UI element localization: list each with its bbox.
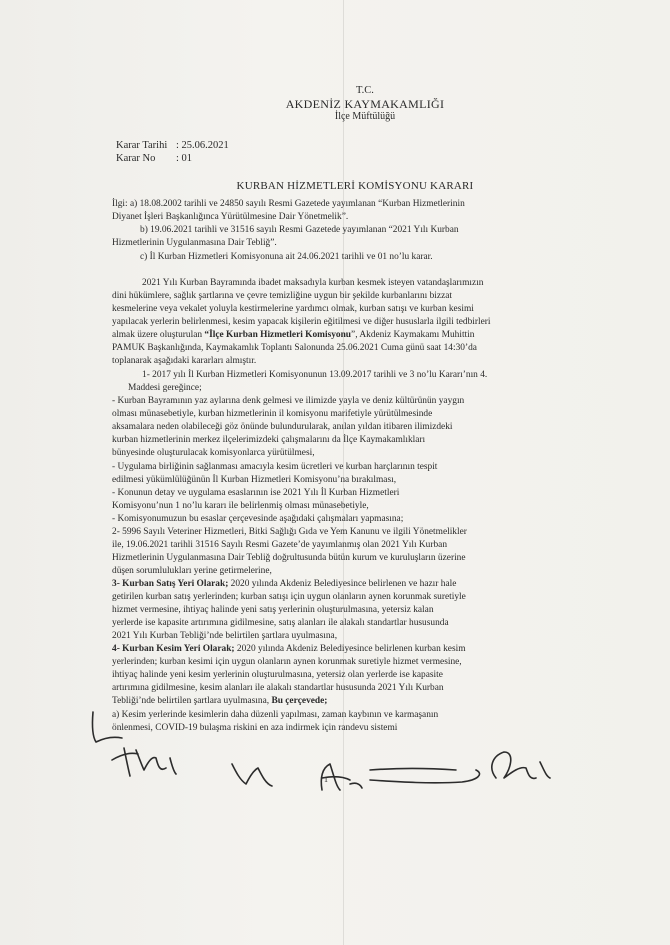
- body-line: 2021 Yılı Kurban Bayramında ibadet maksadıyla kurban kesmek isteyen vatandaşlarımızın: [142, 278, 484, 288]
- body-line: Komisyonu’nun 1 no’lu kararı ile belirlenmiş olması münasebetiyle,: [112, 501, 369, 511]
- body-line: Hizmetlerinin Uygulanmasına Dair Tebliğ doğrultusunda bütün kurum ve kuruluşların üzerine: [112, 553, 466, 563]
- body-line: hizmet vermesine, ihtiyaç halinde yeni satış yerlerinin oluşturulmasına, yetersiz kalan: [112, 605, 434, 615]
- signature-4: [321, 764, 362, 790]
- body-line: almak üzere oluşturulan “İlçe Kurban Hizmetleri Komisyonu”, Akdeniz Kaymakamı Muhittin: [112, 330, 475, 340]
- body-line: 1- 2017 yılı İl Kurban Hizmetleri Komisyonunun 13.09.2017 tarihli ve 3 no’lu Kararı’nın 4.: [142, 370, 488, 380]
- body-line: artırımına gidilmesine, kesim alanları ile alakalı standartlar hususunda 2021 Yılı Kurban: [112, 683, 444, 693]
- body-line: Hizmetlerinin Uygulanmasına Dair Tebliğ”.: [112, 238, 277, 248]
- body-line: İlgi: a) 18.08.2002 tarihli ve 24850 sayılı Resmi Gazetede yayımlanan “Kurban Hizmetlerinin: [112, 199, 465, 209]
- signature-1: [92, 712, 122, 742]
- decision-number-label: Karar No: [116, 153, 156, 164]
- decision-date-value: : 25.06.2021: [176, 140, 229, 151]
- body-line: - Komisyonumuzun bu esaslar çerçevesinde aşağıdaki çalışmaları yapmasına;: [112, 514, 404, 524]
- body-line: edilmesi yükümlülüğünün İl Kurban Hizmetleri Komisyonu’na bırakılması,: [112, 475, 397, 485]
- body-line: - Konunun detay ve uygulama esaslarının ise 2021 Yılı İl Kurban Hizmetleri: [112, 488, 400, 498]
- body-line-part: 2020 yılında Akdeniz Belediyesince belirlenen kurban kesim: [234, 644, 466, 654]
- decision-number-value: : 01: [176, 153, 193, 164]
- section-heading-slaughter: 4- Kurban Kesim Yeri Olarak;: [112, 644, 235, 654]
- body-line: - Kurban Bayramının yaz aylarına denk gelmesi ve ilimizde yayla ve deniz kültürünün yaygın: [112, 396, 465, 406]
- header-institution: AKDENİZ KAYMAKAMLIĞI: [285, 97, 445, 111]
- header-department: İlçe Müftülüğü: [334, 111, 396, 122]
- page-number: 1: [324, 775, 328, 784]
- body-line: olması münasebetiyle, kurban hizmetlerinin il komisyonu marifetiyle yürütülmesinde: [112, 409, 433, 419]
- body-line: getirilen kurban satış yerlerinden; kurban satışı için uygun olanların aynen korunmak suretiyle: [112, 592, 466, 602]
- body-line: a) Kesim yerlerinde kesimlerin daha düzenli yapılması, zaman kaybının ve karmaşanın: [112, 710, 439, 720]
- body-line: önlenmesi, COVID-19 bulaşma riskini en aza indirmek için randevu sistemi: [112, 723, 398, 733]
- body-line: - Uygulama birliğinin sağlanması amacıyla kesim ücretleri ve kurban harçlarının tespit: [112, 462, 438, 472]
- body-line: b) 19.06.2021 tarihli ve 31516 sayılı Resmi Gazetede yayımlanan “2021 Yılı Kurban: [140, 225, 459, 235]
- decision-date-label: Karar Tarihi: [116, 140, 168, 151]
- signature-5: [370, 769, 480, 783]
- body-line-part: 2020 yılında Akdeniz Belediyesince belirlenen ve hazır hale: [228, 579, 457, 589]
- signature-2: [112, 748, 176, 776]
- body-line: toplanarak aşağıdaki kararları almıştır.: [112, 356, 257, 366]
- body-line: ihtiyaç halinde yeni kesim yerlerinin oluşturulmasına, yetersiz olan yerlerde ise kapasite: [112, 670, 443, 680]
- body-line: kesmelerine veya vekalet yoluyla kestirmelerine yardımcı olmak, kurban satışı ve kurban kesimi: [112, 304, 474, 314]
- section-heading-sales: 3- Kurban Satış Yeri Olarak;: [112, 579, 229, 589]
- body-line-part: Tebliği’nde belirtilen şartlara uyulmasına,: [112, 696, 272, 706]
- document-title: KURBAN HİZMETLERİ KOMİSYONU KARARI: [236, 180, 474, 192]
- body-line: ile, 19.06.2021 tarihli 31516 Sayılı Resmi Gazete’de yayımlanmış olan 2021 Yılı Kurban: [112, 540, 448, 550]
- signature-3: [232, 764, 272, 786]
- body-line: 2- 5996 Sayılı Veteriner Hizmetleri, Bitki Sağlığı Gıda ve Yem Kanunu ve ilgili Yönetmelikler: [112, 527, 467, 537]
- body-line: Maddesi gereğince;: [128, 383, 202, 393]
- body-line: c) İl Kurban Hizmetleri Komisyonuna ait 24.06.2021 tarihli ve 01 no’lu karar.: [140, 252, 433, 262]
- body-line-part: almak üzere oluşturulan: [112, 330, 205, 340]
- commission-name: İlçe Kurban Hizmetleri Komisyonu: [209, 330, 352, 340]
- body-line: düşen sorumlulukları yerine getirmelerine,: [112, 566, 272, 576]
- in-this-framework: Bu çerçevede;: [271, 696, 328, 706]
- body-line: dini hükümlere, sağlık şartlarına ve çevre temizliğine uygun bir şekilde kurbanlarını bizzat: [112, 291, 452, 301]
- body-line: 2021 Yılı Kurban Tebliği’nde belirtilen şartlara uyulmasına,: [112, 631, 338, 641]
- body-line: yerlerde ise kapasite artırımına gidilmesine, satış alanları ile alakalı standartlar hususunda: [112, 618, 449, 628]
- body-line: kurban hizmetlerinin merkez ilçelerimizdeki çalışmalarını da İlçe Kaymakamlıkları: [112, 435, 426, 445]
- body-line: Diyanet İşleri Başkanlığınca Yürütülmesine Dair Yönetmelik”.: [112, 212, 349, 222]
- body-line: yerlerinden; kurban kesimi için uygun olanların aynen korunmak suretiyle hizmet vermesine,: [112, 657, 462, 667]
- body-line: PAMUK Başkanlığında, Kaymakamlık Toplantı Salonunda 25.06.2021 Cuma günü saat 14:30’da: [112, 343, 477, 353]
- body-line-part: ”, Akdeniz Kaymakamı Muhittin: [351, 330, 475, 340]
- body-line: bünyesinde oluşturulacak komisyonlarca yürütülmesi,: [112, 448, 315, 458]
- header-tc: T.C.: [356, 85, 374, 96]
- body-line: aksamalara neden olabileceği göz önünde bulundurularak, anılan yıldan itibaren ilimizdeki: [112, 422, 453, 432]
- signature-6: [492, 752, 550, 778]
- body-line: yapılacak yerlerin belirlenmesi, kesim yapacak kişilerin eğitilmesi ve diğer hususlarla ilgili tedbirleri: [112, 317, 491, 327]
